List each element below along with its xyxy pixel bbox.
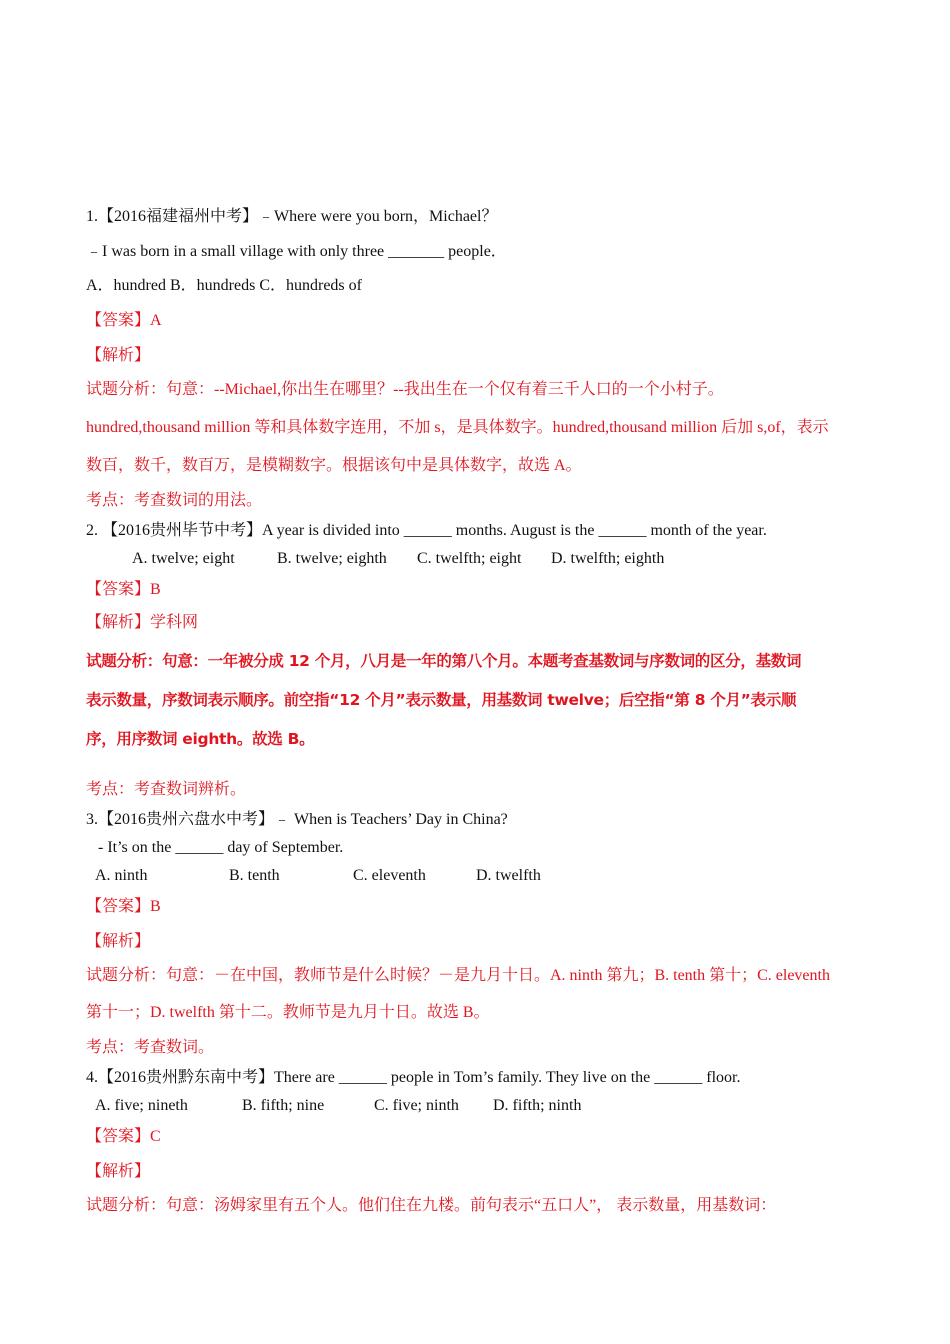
q1-analysis-label: 【解析】 bbox=[86, 347, 151, 364]
q1-analysis-line-1: 试题分析：句意：--Michael,你出生在哪里？--我出生在一个仅有着三千人口的一个小村子。 bbox=[86, 381, 724, 398]
q4-option-b: B. fifth; nine bbox=[242, 1097, 325, 1114]
q3-option-c: C. eleventh bbox=[353, 867, 426, 884]
q3-analysis-line-1: 试题分析：句意：－在中国，教师节是什么时候？－是九月十日。A. ninth 第九；B. tenth 第十；C. eleventh bbox=[86, 967, 830, 984]
q2-analysis-header bbox=[86, 613, 198, 633]
q1-point: 考点：考查数词的用法。 bbox=[86, 492, 263, 509]
q4-analysis-line-1: 试题分析：句意：汤姆家里有五个人。他们住在九楼。前句表示“五口人”， 表示数量，用基数词： bbox=[86, 1197, 777, 1214]
answer-value: C bbox=[150, 1128, 161, 1145]
q4-answer bbox=[86, 1127, 161, 1147]
q3-option-d: D. twelfth bbox=[476, 867, 541, 884]
answer-label: 【答案】 bbox=[86, 312, 151, 329]
q1-options: A．hundred B．hundreds C．hundreds of bbox=[86, 277, 362, 294]
q3-reply: - It’s on the ______ day of September. bbox=[98, 839, 344, 856]
q3-options bbox=[95, 866, 541, 886]
q4-option-c: C. five; ninth bbox=[374, 1097, 459, 1114]
q2-stem: 2. 【2016贵州毕节中考】A year is divided into ______ months. August is the ______ month of the year. bbox=[86, 522, 767, 539]
q4-options bbox=[95, 1096, 581, 1116]
q2-point: 考点：考查数词辨析。 bbox=[86, 781, 247, 798]
answer-label: 【答案】 bbox=[86, 581, 151, 598]
q3-option-a: A. ninth bbox=[95, 867, 148, 884]
q2-option-d: D. twelfth; eighth bbox=[551, 550, 665, 567]
answer-label: 【答案】 bbox=[86, 1128, 151, 1145]
q1-stem: 1.【2016福建福州中考】﹣Where were you born，Michael？ bbox=[86, 208, 498, 225]
q2-analysis-line-1: 试题分析：句意：一年被分成 12 个月，八月是一年的第八个月。本题考查基数词与序数词的区分，基数词 bbox=[86, 652, 802, 670]
q4-analysis-label: 【解析】 bbox=[86, 1163, 151, 1180]
q2-options bbox=[132, 549, 664, 569]
q3-point: 考点：考查数词。 bbox=[86, 1039, 215, 1056]
q2-option-c: C. twelfth; eight bbox=[417, 550, 522, 567]
source-watermark-text: 学科网 bbox=[150, 614, 199, 631]
answer-value: A bbox=[150, 312, 162, 329]
q4-stem: 4.【2016贵州黔东南中考】There are ______ people in Tom’s family. They live on the ______ floor. bbox=[86, 1069, 741, 1086]
answer-label: 【答案】 bbox=[86, 898, 151, 915]
q3-option-b: B. tenth bbox=[229, 867, 280, 884]
q2-answer bbox=[86, 580, 161, 600]
q4-option-a: A. five; nineth bbox=[95, 1097, 188, 1114]
q1-analysis-line-3: 数百，数千，数百万，是模糊数字。根据该句中是具体数字，故选 A。 bbox=[86, 457, 582, 474]
q3-analysis-label: 【解析】 bbox=[86, 933, 151, 950]
q4-option-d: D. fifth; ninth bbox=[493, 1097, 582, 1114]
q2-analysis-line-3: 序，用序数词 eighth。故选 B。 bbox=[86, 730, 315, 748]
q3-stem: 3.【2016贵州六盘水中考】﹣ When is Teachers’ Day in China? bbox=[86, 811, 508, 828]
q3-analysis-line-2: 第十一；D. twelfth 第十二。教师节是九月十日。故选 B。 bbox=[86, 1004, 490, 1021]
q2-option-b: B. twelve; eighth bbox=[277, 550, 387, 567]
q1-analysis-line-2: hundred,thousand million 等和具体数字连用，不加 s，是具体数字。hundred,thousand million 后加 s,of，表示 bbox=[86, 419, 829, 436]
q2-option-a: A. twelve; eight bbox=[132, 550, 235, 567]
answer-value: B bbox=[150, 581, 161, 598]
analysis-label: 【解析】 bbox=[86, 614, 151, 631]
q2-analysis-line-2: 表示数量，序数词表示顺序。前空指“12 个月”表示数量，用基数词 twelve；后空指“第 8 个月”表示顺 bbox=[86, 691, 797, 709]
answer-value: B bbox=[150, 898, 161, 915]
q1-reply: ﹣I was born in a small village with only three _______ people． bbox=[86, 243, 507, 260]
q3-answer bbox=[86, 897, 161, 917]
q1-answer bbox=[86, 311, 162, 331]
